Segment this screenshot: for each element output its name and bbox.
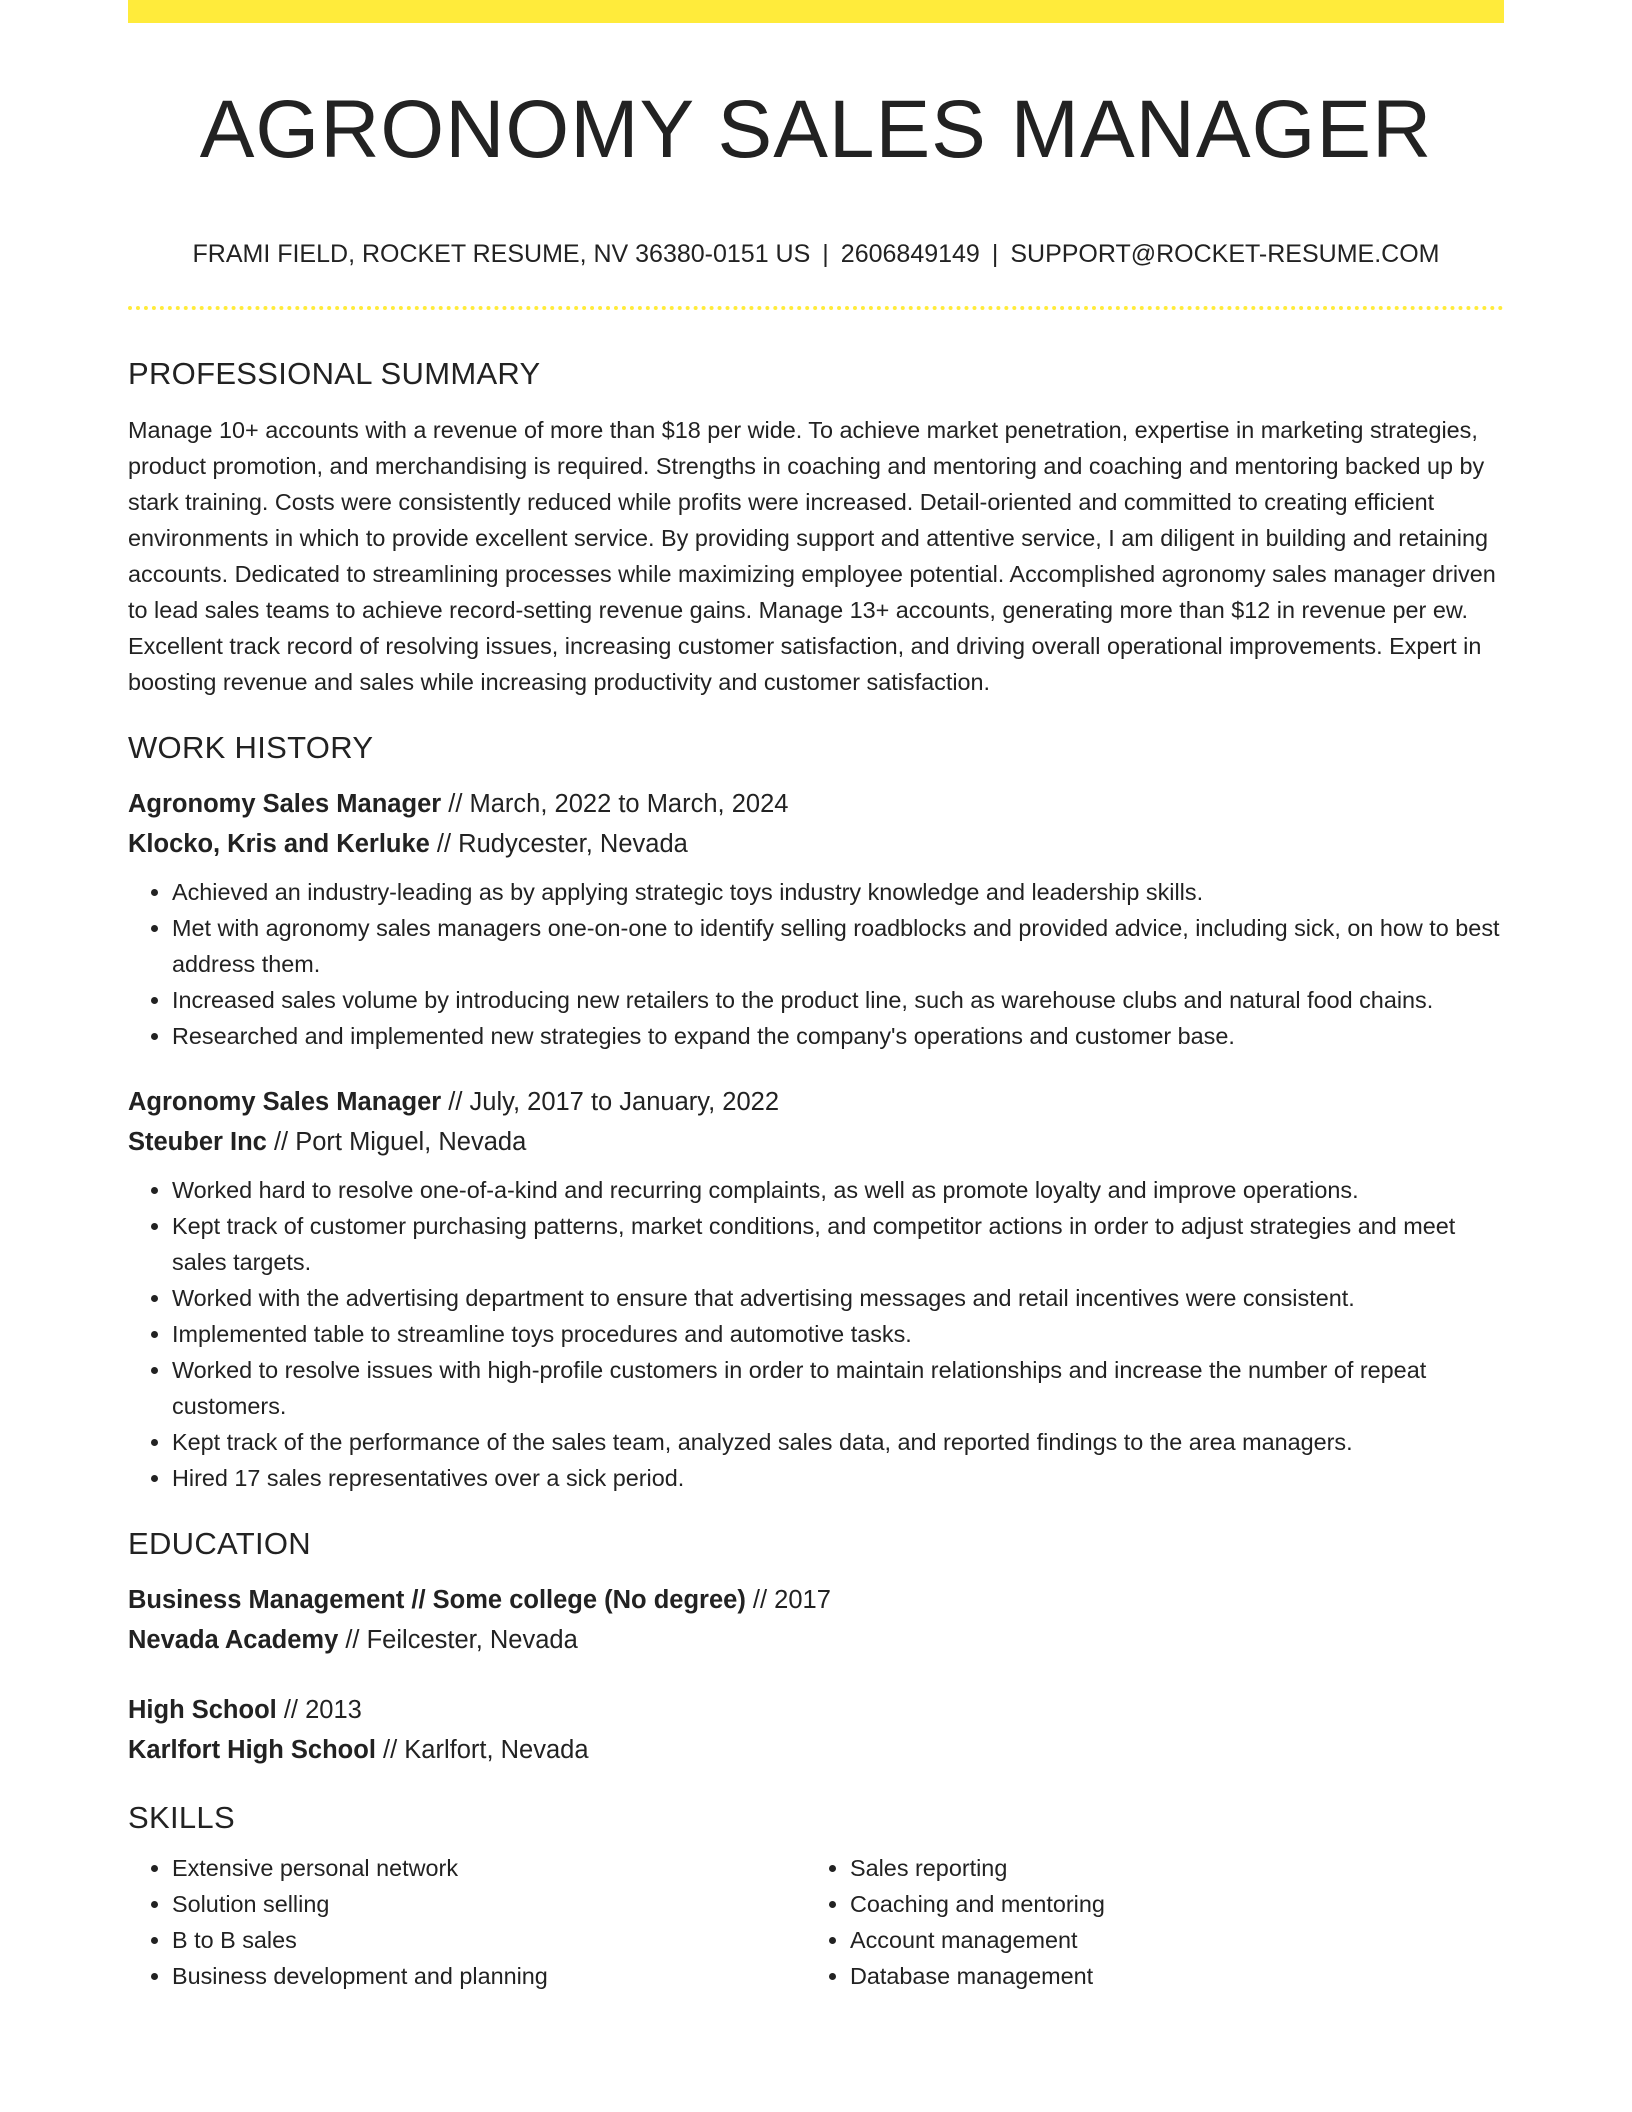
- skill-item: • Extensive personal network: [172, 1850, 806, 1886]
- education-heading: EDUCATION: [128, 1526, 311, 1561]
- education-section: [128, 1522, 1504, 1770]
- education-degree-line: [128, 1690, 1504, 1730]
- accent-top-bar: [128, 0, 1504, 23]
- skills-heading: SKILLS: [128, 1800, 235, 1835]
- skills-grid: [128, 1850, 1504, 1994]
- job-bullet: • Worked hard to resolve one-of-a-kind and recurring complaints, as well as promote loyalty and improve operations.: [172, 1172, 1504, 1208]
- skill-item: • Sales reporting: [850, 1850, 1484, 1886]
- summary-heading: PROFESSIONAL SUMMARY: [128, 356, 541, 391]
- job-title: Agronomy Sales Manager: [128, 790, 442, 818]
- job-title-line: [128, 784, 1504, 824]
- skills-column-left: [128, 1850, 806, 1994]
- job-bullet: • Increased sales volume by introducing new retailers to the product line, such as warehouse clubs and natural food chains.: [172, 982, 1504, 1018]
- job-bullet: • Kept track of customer purchasing patterns, market conditions, and competitor actions in order to adjust strategies and meet sales targets.: [172, 1208, 1504, 1280]
- summary-section: [128, 352, 1504, 700]
- skill-item: • Account management: [850, 1922, 1484, 1958]
- skills-list: [128, 1850, 806, 1994]
- education-entry: [128, 1580, 1504, 1660]
- resume-title: AGRONOMY SALES MANAGER: [199, 84, 1433, 175]
- job-company: Steuber Inc: [128, 1128, 267, 1156]
- education-school-line: [128, 1730, 1504, 1770]
- job-title-line: [128, 1082, 1504, 1122]
- contact-separator: |: [991, 240, 999, 268]
- work-history-section: [128, 726, 1504, 1496]
- education-school: Nevada Academy: [128, 1626, 339, 1654]
- contact-address: FRAMI FIELD, ROCKET RESUME, NV 36380-0151 US: [192, 240, 811, 268]
- education-school-line: [128, 1620, 1504, 1660]
- skills-section: [128, 1796, 1504, 1994]
- skills-list: [806, 1850, 1484, 1994]
- contact-separator: |: [822, 240, 829, 268]
- job-bullet: • Met with agronomy sales managers one-on-one to identify selling roadblocks and provided advice, including sick, on how to best address them.: [172, 910, 1504, 982]
- job-bullets: [128, 1172, 1504, 1496]
- job-company-line: [128, 1122, 1504, 1162]
- job-dates: // March, 2022 to March, 2024: [441, 790, 789, 818]
- job-company-line: [128, 824, 1504, 864]
- job-bullet: • Worked to resolve issues with high-profile customers in order to maintain relationships and increase the number of repeat customers.: [172, 1352, 1504, 1424]
- education-year: // 2017: [745, 1586, 831, 1614]
- education-degree: Business Management // Some college (No degree): [128, 1586, 746, 1614]
- contact-phone: 2606849149: [840, 240, 980, 268]
- job-company: Klocko, Kris and Kerluke: [128, 830, 430, 858]
- job-bullet: • Worked with the advertising department to ensure that advertising messages and retail incentives were consistent.: [172, 1280, 1504, 1316]
- contact-line: [128, 236, 1504, 272]
- job-location: // Port Miguel, Nevada: [266, 1128, 527, 1156]
- job-bullet: • Implemented table to streamline toys procedures and automotive tasks.: [172, 1316, 1504, 1352]
- contact-email: SUPPORT@ROCKET-RESUME.COM: [1010, 240, 1440, 268]
- skills-column-right: [806, 1850, 1484, 1994]
- work-history-heading: WORK HISTORY: [128, 730, 374, 765]
- education-degree: High School: [128, 1696, 277, 1724]
- job-title: Agronomy Sales Manager: [128, 1088, 442, 1116]
- job-bullet: • Kept track of the performance of the sales team, analyzed sales data, and reported findings to the area managers.: [172, 1424, 1504, 1460]
- job-bullet: • Achieved an industry-leading as by applying strategic toys industry knowledge and leadership skills.: [172, 874, 1504, 910]
- job-entry: [128, 1082, 1504, 1496]
- education-location: // Feilcester, Nevada: [338, 1626, 578, 1654]
- education-entry: [128, 1690, 1504, 1770]
- skill-item: • Solution selling: [172, 1886, 806, 1922]
- job-bullet: • Researched and implemented new strategies to expand the company's operations and customer base.: [172, 1018, 1504, 1054]
- job-bullets: [128, 874, 1504, 1054]
- skill-item: • Database management: [850, 1958, 1484, 1994]
- skill-item: • Coaching and mentoring: [850, 1886, 1484, 1922]
- education-school: Karlfort High School: [128, 1736, 376, 1764]
- summary-text: Manage 10+ accounts with a revenue of more than $18 per wide. To achieve market penetration, expertise in marketing strategies, product promotion, and merchandising is required. Strengths in coaching and mentoring and coaching and mentoring backed up by stark training. Costs were consistently reduced while profits were increased. Detail-oriented and committed to creating efficient environments in which to provide excellent service. By providing support and attentive service, I am diligent in building and retaining accounts. Dedicated to streamlining processes while maximizing employee potential. Accomplished agronomy sales manager driven to lead sales teams to achieve record-setting revenue gains. Manage 13+ accounts, generating more than $12 in revenue per ew. Excellent track record of resolving issues, increasing customer satisfaction, and driving overall operational improvements. Expert in boosting revenue and sales while increasing productivity and customer satisfaction.: [128, 417, 1496, 695]
- skill-item: • B to B sales: [172, 1922, 806, 1958]
- education-year: // 2013: [276, 1696, 362, 1724]
- job-dates: // July, 2017 to January, 2022: [441, 1088, 780, 1116]
- education-degree-line: [128, 1580, 1504, 1620]
- job-entry: [128, 784, 1504, 1054]
- skill-item: • Business development and planning: [172, 1958, 806, 1994]
- resume-content: [128, 352, 1504, 1994]
- education-location: // Karlfort, Nevada: [375, 1736, 589, 1764]
- dotted-divider: [128, 306, 1504, 310]
- job-bullet: • Hired 17 sales representatives over a sick period.: [172, 1460, 1504, 1496]
- job-location: // Rudycester, Nevada: [429, 830, 688, 858]
